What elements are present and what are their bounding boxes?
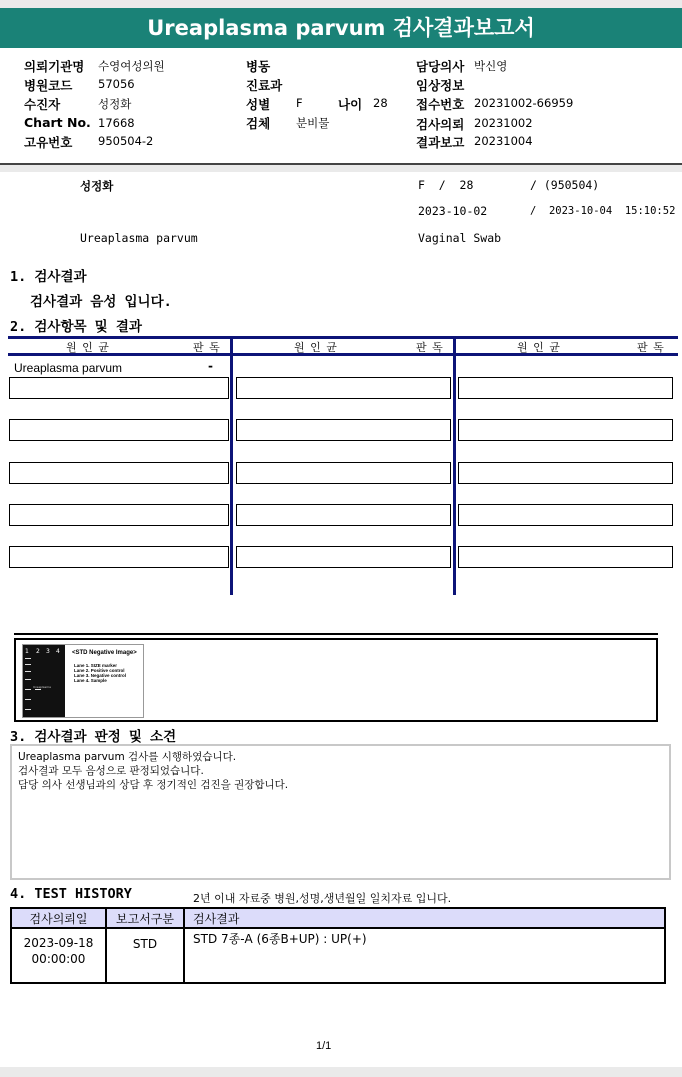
header-value: 성정화 bbox=[98, 97, 132, 111]
history-type: STD bbox=[106, 928, 184, 983]
gel-legend-line: Lane 1. SIZE marker bbox=[74, 663, 118, 668]
result-cell bbox=[458, 504, 673, 526]
history-row bbox=[11, 928, 665, 983]
col-header-pathogen: 원 인 균 bbox=[294, 341, 338, 354]
history-col-result: 검사결과 bbox=[184, 908, 665, 928]
header-info bbox=[0, 48, 682, 165]
col-header-result: 판 독 bbox=[416, 341, 444, 354]
header-label: 임상정보 bbox=[416, 78, 465, 93]
history-header-row bbox=[11, 908, 665, 928]
lane-number: 4 bbox=[56, 648, 60, 655]
header-label: 수진자 bbox=[24, 97, 61, 112]
gel-legend-line: Lane 4. Sample bbox=[74, 678, 107, 683]
report-title: Ureaplasma parvum 검사결과보고서 bbox=[0, 8, 682, 48]
result-cell bbox=[458, 462, 673, 484]
ladder-band bbox=[25, 709, 31, 710]
lane-number: 1 bbox=[25, 648, 29, 655]
header-value: 950504-2 bbox=[98, 134, 154, 148]
separator-band bbox=[0, 165, 682, 172]
header-label: 성별 bbox=[246, 97, 271, 112]
band-label: Ureaplasma bbox=[33, 685, 51, 689]
col-header-pathogen: 원 인 균 bbox=[517, 341, 561, 354]
result-cell bbox=[236, 419, 451, 441]
header-label: 병원코드 bbox=[24, 78, 73, 93]
ladder-band bbox=[25, 658, 31, 659]
header-value: 20231002-66959 bbox=[474, 96, 574, 110]
header-value: 분비물 bbox=[296, 116, 330, 130]
gel-lanes-photo bbox=[23, 645, 65, 717]
col-header-result: 판 독 bbox=[637, 341, 665, 354]
request-date: 2023-10-02 bbox=[418, 204, 488, 218]
result-cell bbox=[236, 462, 451, 484]
header-label: 고유번호 bbox=[24, 135, 73, 150]
result-cell bbox=[9, 546, 229, 568]
header-label: 진료과 bbox=[246, 78, 283, 93]
page-number: 1/1 bbox=[316, 1040, 332, 1052]
header-label: 나이 bbox=[338, 97, 363, 112]
header-value: 20231004 bbox=[474, 134, 533, 148]
section3-heading: 3. 검사결과 판정 및 소견 bbox=[10, 729, 177, 745]
bottom-strip bbox=[0, 1067, 682, 1077]
table-column-divider bbox=[230, 339, 233, 595]
result-cell bbox=[236, 546, 451, 568]
specimen-type: Vaginal Swab bbox=[418, 231, 502, 245]
opinion-line: Ureaplasma parvum 검사를 시행하였습니다. bbox=[18, 751, 237, 763]
header-label: 의뢰기관명 bbox=[24, 59, 85, 74]
patient-sex-age: F / 28 bbox=[418, 178, 474, 192]
ladder-band bbox=[25, 689, 31, 690]
history-col-type: 보고서구분 bbox=[106, 908, 184, 928]
header-label: Chart No. bbox=[24, 115, 91, 130]
header-value: 20231002 bbox=[474, 116, 533, 130]
gel-legend-line: Lane 2. Positive control bbox=[74, 668, 125, 673]
header-label: 검체 bbox=[246, 116, 271, 131]
result-cell bbox=[458, 377, 673, 399]
top-strip bbox=[0, 0, 682, 8]
gel-legend-line: Lane 3. Negative control bbox=[74, 673, 127, 678]
history-table bbox=[10, 907, 666, 984]
report-datetime: / 2023-10-04 15:10:52 bbox=[530, 205, 676, 217]
ladder-band bbox=[25, 699, 31, 700]
header-value: 박신영 bbox=[474, 59, 508, 73]
patient-id: / (950504) bbox=[530, 178, 600, 192]
ladder-band bbox=[25, 679, 31, 680]
ladder-band bbox=[25, 664, 31, 665]
result-cell bbox=[9, 377, 229, 399]
opinion-line: 검사결과 모두 음성으로 판정되었습니다. bbox=[18, 765, 204, 777]
table-column-divider bbox=[453, 339, 456, 595]
pathogen-name: Ureaplasma parvum bbox=[14, 361, 123, 375]
pathogen-result: - bbox=[208, 359, 213, 373]
gel-top-rule bbox=[14, 633, 658, 635]
result-cell bbox=[458, 419, 673, 441]
history-col-date: 검사의뢰일 bbox=[11, 908, 106, 928]
header-label: 접수번호 bbox=[416, 97, 465, 112]
header-value: 28 bbox=[373, 96, 388, 110]
result-cell bbox=[458, 546, 673, 568]
history-date: 2023-09-18 bbox=[23, 936, 94, 950]
header-label: 병동 bbox=[246, 59, 271, 74]
section4-heading: 4. TEST HISTORY bbox=[10, 886, 132, 902]
lane-number: 3 bbox=[46, 648, 50, 655]
section2-heading: 2. 검사항목 및 결과 bbox=[10, 319, 142, 335]
result-cell bbox=[9, 462, 229, 484]
result-cell bbox=[9, 504, 229, 526]
opinion-line: 담당 의사 선생님과의 상담 후 정기적인 검진을 권장합니다. bbox=[18, 779, 289, 791]
patient-name: 성정화 bbox=[80, 179, 114, 193]
header-value: 17668 bbox=[98, 116, 135, 130]
result-cell bbox=[236, 377, 451, 399]
ladder-band bbox=[25, 671, 31, 672]
result-cell bbox=[9, 419, 229, 441]
result-cell bbox=[236, 504, 451, 526]
test-name: Ureaplasma parvum bbox=[80, 231, 198, 245]
col-header-result: 판 독 bbox=[193, 341, 221, 354]
col-header-pathogen: 원 인 균 bbox=[66, 341, 110, 354]
header-label: 결과보고 bbox=[416, 135, 465, 150]
lane-number: 2 bbox=[36, 648, 40, 655]
header-value: 57056 bbox=[98, 77, 135, 91]
positive-band bbox=[35, 689, 41, 690]
history-date-cell bbox=[11, 928, 106, 983]
header-value: F bbox=[296, 96, 303, 110]
history-time: 00:00:00 bbox=[31, 952, 86, 966]
header-value: 수영여성의원 bbox=[98, 59, 165, 73]
gel-title: <STD Negative Image> bbox=[72, 650, 137, 656]
section1-result: 검사결과 음성 입니다. bbox=[30, 294, 172, 310]
history-note: 2년 이내 자료중 병원,성명,생년월일 일치자료 입니다. bbox=[193, 892, 452, 905]
header-label: 담당의사 bbox=[416, 59, 465, 74]
section1-heading: 1. 검사결과 bbox=[10, 269, 87, 285]
history-result: STD 7종-A (6종B+UP) : UP(+) bbox=[184, 928, 665, 983]
header-label: 검사의뢰 bbox=[416, 117, 465, 132]
